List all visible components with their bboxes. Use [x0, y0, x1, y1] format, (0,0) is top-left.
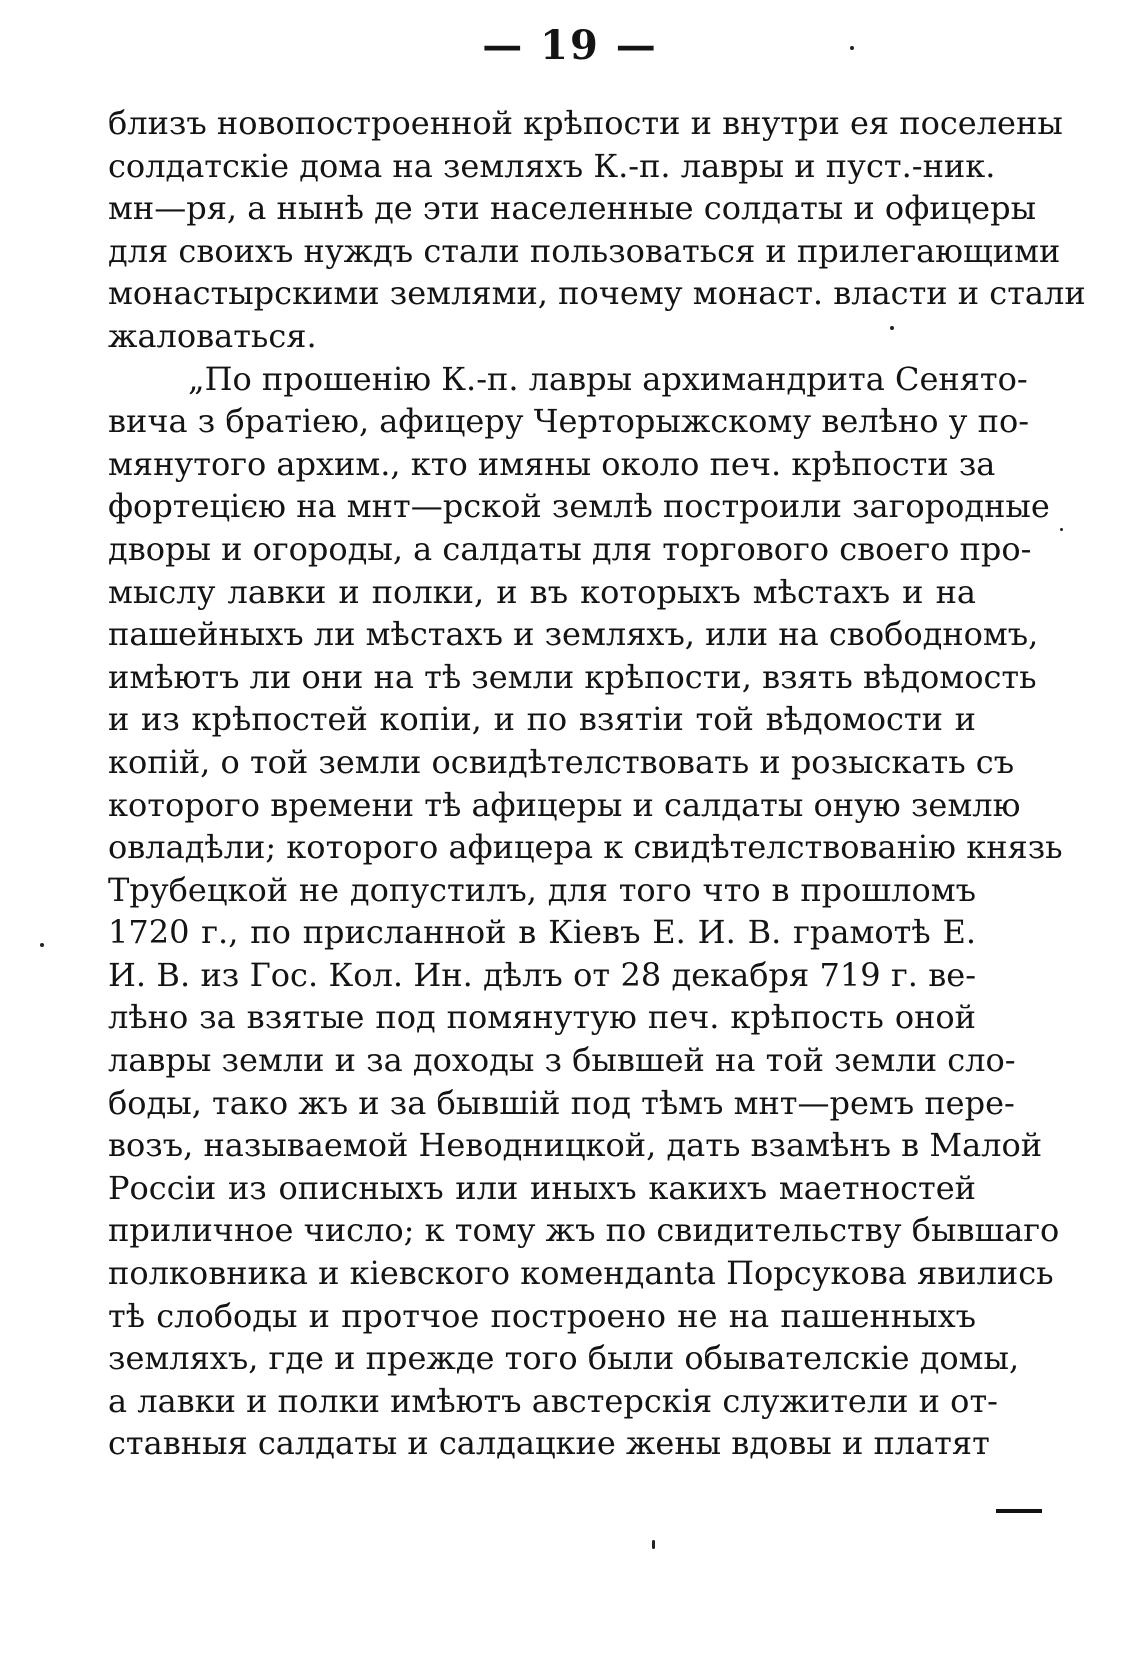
text-line: „По прошенію К.-п. лавры архимандрита Сенято- [188, 359, 1028, 398]
text-line: солдатскіе дома на земляхъ К.-п. лавры и пуст.-ник. [108, 146, 996, 185]
scan-speck [1060, 528, 1063, 531]
text-line: возъ, называемой Неводницкой, дать взамѣнъ в Малой [108, 1126, 1043, 1165]
text-line: лавры земли и за доходы з бывшей на той земли сло- [108, 1041, 1016, 1080]
scan-speck [652, 1540, 655, 1549]
text-line: мн—ря, а нынѣ де эти населенные солдаты и офицеры [108, 189, 1037, 228]
text-line: дворы и огороды, а салдаты для торгового своего про- [108, 529, 1032, 568]
text-line: мянутого архим., кто имяны около печ. крѣпости за [108, 444, 996, 483]
text-line: вича з братіею, афицеру Черторыжскому велѣно у по- [108, 402, 1030, 441]
scan-mark [996, 1509, 1042, 1513]
text-line: пашейныхъ ли мѣстахъ и земляхъ, или на свободномъ, [108, 615, 1039, 654]
text-line: овладѣли; которого афицера к свидѣтелствованію князь [108, 828, 1063, 867]
text-line: Россіи из описныхъ или иныхъ какихъ маетностей [108, 1168, 976, 1207]
text-line: боды, тако жъ и за бывшій под тѣмъ мнт—ремъ пере- [108, 1083, 1015, 1122]
text-line: 1720 г., по присланной в Кіевъ Е. И. В. грамотѣ Е. [108, 913, 976, 952]
text-line: Трубецкой не допустилъ, для того что в прошломъ [108, 870, 976, 909]
text-line: тѣ слободы и протчое построено не на пашенныхъ [108, 1296, 976, 1335]
text-line: фортецією на мнт—рской землѣ построили загородные [108, 487, 1050, 526]
text-line: монастырскими землями, почему монаст. власти и стали [108, 274, 1086, 313]
text-line: ставныя салдаты и салдацкие жены вдовы и платят [108, 1424, 990, 1463]
text-line: жаловаться. [108, 316, 317, 355]
text-line: копій, о той земли освидѣтелствовать и розыскать съ [108, 742, 1015, 781]
scan-speck [890, 326, 894, 330]
body-text [108, 102, 1086, 1465]
text-line: земляхъ, где и прежде того были обывателскіе домы, [108, 1339, 1020, 1378]
text-line: а лавки и полки имѣютъ австерскія служители и от- [108, 1381, 998, 1420]
text-line: полковника и кіевского комендanta Порсукова явились [108, 1254, 1054, 1293]
text-line: И. В. из Гос. Кол. Ин. дѣлъ от 28 декабря 719 г. ве- [108, 955, 976, 994]
text-line: и из крѣпостей копіи, и по взятіи той вѣдомости и [108, 700, 976, 739]
text-line: для своихъ нуждъ стали пользоваться и прилегающими [108, 231, 1061, 270]
text-line: имѣютъ ли они на тѣ земли крѣпости, взять вѣдомость [108, 657, 1037, 696]
text-line: близъ новопостроенной крѣпости и внутри ея поселены [108, 104, 1063, 142]
text-line: приличное число; к тому жъ по свидительству бывшаго [108, 1211, 1060, 1250]
text-line: лѣно за взятые под помянутую печ. крѣпость оной [108, 998, 976, 1037]
scan-speck [850, 46, 854, 50]
text-line: которого времени тѣ афицеры и салдаты оную землю [108, 785, 1021, 824]
scan-speck [40, 943, 44, 947]
page-number: — 19 — [482, 22, 658, 69]
text-line: мыслу лавки и полки, и въ которыхъ мѣстахъ и на [108, 572, 976, 611]
